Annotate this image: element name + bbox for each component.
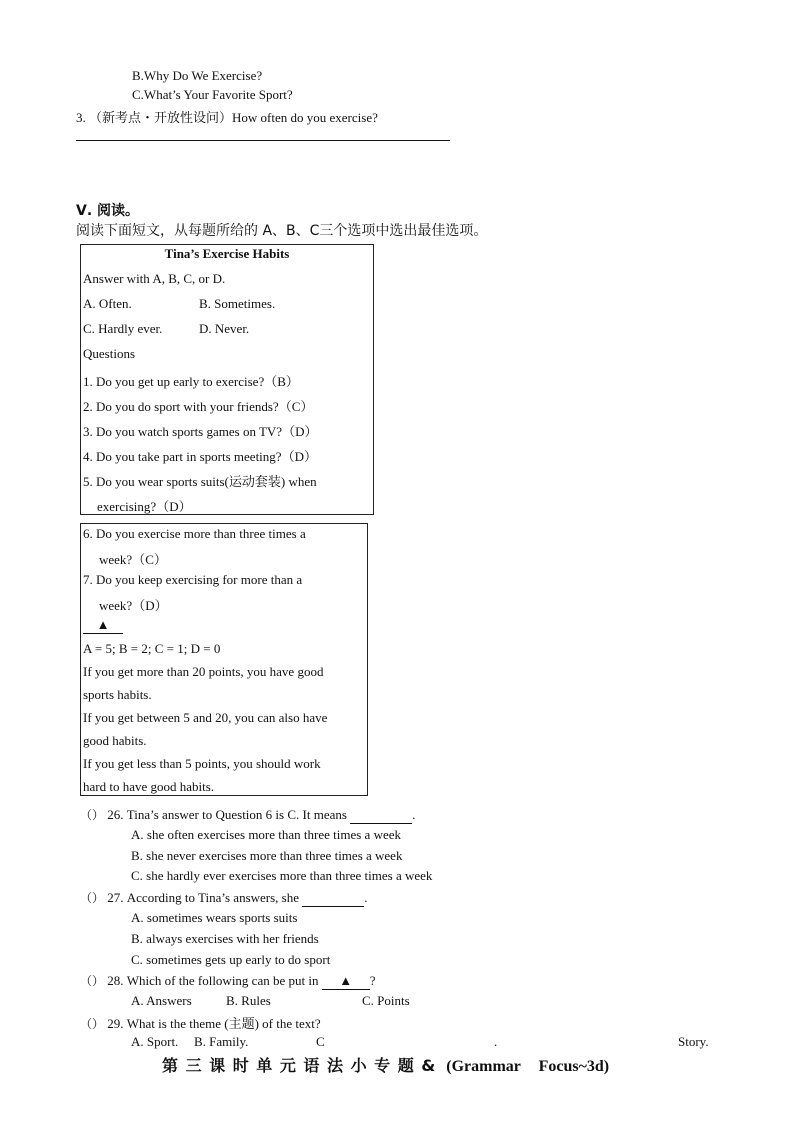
q26-option-a[interactable]: A. she often exercises more than three times a week: [131, 827, 402, 842]
triangle-blank-icon: ▲: [83, 617, 123, 634]
result-1: If you get more than 20 points, you have good: [83, 664, 324, 679]
passage-question-6: 6. Do you exercise more than three times a: [83, 526, 306, 541]
answer-instruction: Answer with A, B, C, or D.: [83, 271, 226, 286]
q28-option-b[interactable]: B. Rules: [226, 993, 271, 1008]
q29-option-a[interactable]: A. Sport.: [131, 1034, 179, 1049]
passage-title: Tina’s Exercise Habits: [164, 246, 290, 261]
prev-option-b: B.Why Do We Exercise?: [132, 68, 263, 83]
prev-question-3: [76, 107, 378, 126]
q27-blank[interactable]: [302, 890, 364, 907]
passage-question-6-cont: week?（C）: [99, 552, 167, 567]
passage-question-7: 7. Do you keep exercising for more than a: [83, 572, 303, 587]
question-26: [80, 806, 415, 824]
passage-question-3: 3. Do you watch sports games on TV?（D）: [83, 424, 318, 439]
question-28: [80, 972, 376, 990]
answer-paren[interactable]: （）: [80, 891, 105, 905]
passage-box-2: [80, 523, 368, 796]
triangle-blank-icon: ▲: [322, 973, 370, 990]
result-1-cont: sports habits.: [83, 687, 152, 702]
choice-d: D. Never.: [199, 321, 250, 336]
answer-paren[interactable]: （）: [80, 808, 105, 822]
result-2: If you get between 5 and 20, you can also have: [83, 710, 328, 725]
section-title: Ⅴ. 阅读。: [76, 203, 140, 219]
q3-text: How often do you exercise?: [232, 110, 378, 125]
q26-end: .: [412, 807, 416, 822]
q26-option-c[interactable]: C. she hardly ever exercises more than three times a week: [131, 868, 433, 883]
section-instruction: 阅读下面短文，从每题所给的 A、B、C三个选项中选出最佳选项。: [76, 223, 488, 239]
passage-question-1: 1. Do you get up early to exercise?（B）: [83, 374, 299, 389]
q26-stem: 26. Tina’s answer to Question 6 is C. It means: [107, 807, 347, 822]
q29-stem: 29. What is the theme (主题) of the text?: [107, 1016, 321, 1031]
blank-heading: [83, 617, 123, 634]
q3-answer-line[interactable]: [76, 140, 450, 141]
q28-option-c[interactable]: C. Points: [362, 993, 410, 1008]
answer-paren[interactable]: （）: [80, 1017, 105, 1031]
q3-tag: （新考点・开放性设问）: [89, 111, 233, 126]
lesson-heading-en: (Grammar Focus~3d): [446, 1058, 610, 1075]
q3-number: 3.: [76, 110, 86, 125]
passage-box-1: [80, 244, 374, 515]
choice-a: A. Often.: [83, 296, 132, 311]
passage-question-5-cont: exercising?（D）: [97, 499, 192, 514]
q27-option-a[interactable]: A. sometimes wears sports suits: [131, 910, 298, 925]
result-3: If you get less than 5 points, you should work: [83, 756, 321, 771]
q29-option-d[interactable]: Story.: [678, 1034, 709, 1049]
q27-option-b[interactable]: B. always exercises with her friends: [131, 931, 319, 946]
prev-option-c: C.What’s Your Favorite Sport?: [132, 87, 293, 102]
q28-option-a[interactable]: A. Answers: [131, 993, 192, 1008]
q27-end: .: [364, 890, 368, 905]
passage-question-5: 5. Do you wear sports suits(运动套装) when: [83, 474, 317, 489]
q28-end: ?: [369, 973, 376, 988]
score-rules: A = 5; B = 2; C = 1; D = 0: [83, 641, 221, 656]
q26-blank[interactable]: [350, 807, 412, 824]
lesson-heading-cjk: 第 三 课 时 单 元 语 法 小 专 题 &: [162, 1056, 437, 1075]
q28-stem: 28. Which of the following can be put in: [107, 973, 319, 988]
choice-b: B. Sometimes.: [199, 296, 276, 311]
choice-c: C. Hardly ever.: [83, 321, 163, 336]
passage-question-7-cont: week?（D）: [99, 598, 168, 613]
q27-option-c[interactable]: C. sometimes gets up early to do sport: [131, 952, 331, 967]
passage-question-2: 2. Do you do sport with your friends?（C）: [83, 399, 314, 414]
q27-stem: 27. According to Tina’s answers, she: [107, 890, 300, 905]
q26-option-b[interactable]: B. she never exercises more than three times a week: [131, 848, 403, 863]
q29-option-c-dot: .: [494, 1034, 498, 1049]
result-3-cont: hard to have good habits.: [83, 779, 215, 794]
result-2-cont: good habits.: [83, 733, 147, 748]
q29-option-c[interactable]: C: [316, 1034, 325, 1049]
answer-paren[interactable]: （）: [80, 974, 105, 988]
questions-label: Questions: [83, 346, 135, 361]
passage-question-4: 4. Do you take part in sports meeting?（D）: [83, 449, 317, 464]
question-27: [80, 889, 368, 907]
q29-option-b[interactable]: B. Family.: [194, 1034, 249, 1049]
question-29: [80, 1013, 321, 1032]
lesson-heading: [162, 1053, 609, 1076]
